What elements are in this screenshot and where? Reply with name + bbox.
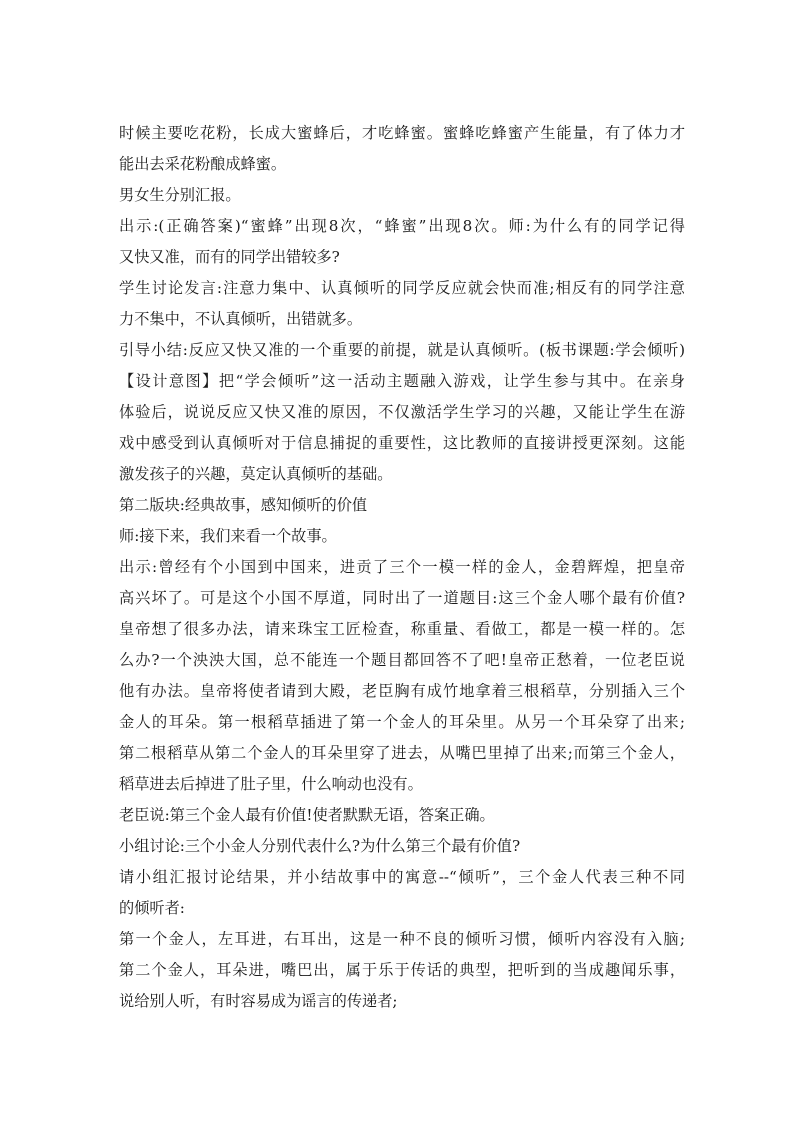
text-line-3: 男女生分别汇报。 <box>119 186 241 204</box>
text-line-6: 学生讨论发言:注意力集中、认真倾听的同学反应就会快而准;相反有的同学注意 <box>119 279 685 297</box>
document-body <box>119 118 685 1017</box>
text-line-25: 请小组汇报讨论结果，并小结故事中的寓意--“倾听”，三个金人代表三种不同 <box>119 868 685 886</box>
text-line-15: 出示:曾经有个小国到中国来，进贡了三个一模一样的金人，金碧辉煌，把皇帝 <box>119 558 685 576</box>
text-line-17: 皇帝想了很多办法，请来珠宝工匠检查，称重量、看做工，都是一模一样的。怎 <box>119 620 685 638</box>
text-line-27: 第一个金人，左耳进，右耳出，这是一种不良的倾听习惯，倾听内容没有入脑; <box>119 930 685 948</box>
text-line-4: 出示:(正确答案)“蜜蜂”出现8次，“蜂蜜”出现8次。师:为什么有的同学记得 <box>119 217 685 235</box>
text-line-5: 又快又准，而有的同学出错较多? <box>119 248 340 266</box>
text-line-14: 师:接下来，我们来看一个故事。 <box>119 527 337 545</box>
text-line-26: 的倾听者: <box>119 899 185 917</box>
text-line-12: 激发孩子的兴趣，莫定认真倾听的基础。 <box>119 465 393 483</box>
text-line-8: 引导小结:反应又快又准的一个重要的前提，就是认真倾听。(板书课题:学会倾听) <box>119 341 685 359</box>
text-line-24: 小组讨论:三个小金人分别代表什么?为什么第三个最有价值? <box>119 837 521 855</box>
text-line-2: 能出去采花粉酿成蜂蜜。 <box>119 155 287 173</box>
text-line-7: 力不集中，不认真倾听，出错就多。 <box>119 310 362 328</box>
text-line-20: 金人的耳朵。第一根稻草插进了第一个金人的耳朵里。从另一个耳朵穿了出来; <box>119 713 685 731</box>
text-line-23: 老臣说:第三个金人最有价值!使者默默无语，答案正确。 <box>119 806 495 824</box>
text-line-18: 么办?一个泱泱大国，总不能连一个题目都回答不了吧!皇帝正愁着，一位老臣说 <box>119 651 685 669</box>
text-line-28: 第二个金人，耳朵进，嘴巴出，属于乐于传话的典型，把听到的当成趣闻乐事， <box>119 961 685 979</box>
text-line-1: 时候主要吃花粉，长成大蜜蜂后，才吃蜂蜜。蜜蜂吃蜂蜜产生能量，有了体力才 <box>119 124 685 142</box>
text-line-29: 说给别人听，有时容易成为谣言的传递者; <box>119 992 398 1010</box>
text-line-13: 第二版块:经典故事，感知倾听的价值 <box>119 496 368 514</box>
text-line-11: 戏中感受到认真倾听对于信息捕捉的重要性，这比教师的直接讲授更深刻。这能 <box>119 434 685 452</box>
text-line-10: 体验后，说说反应又快又准的原因，不仅激活学生学习的兴趣，又能让学生在游 <box>119 403 685 421</box>
text-line-22: 稻草进去后掉进了肚子里，什么响动也没有。 <box>119 775 423 793</box>
text-line-9: 【设计意图】把“学会倾听”这一活动主题融入游戏，让学生参与其中。在亲身 <box>119 372 685 390</box>
text-line-21: 第二根稻草从第二个金人的耳朵里穿了进去，从嘴巴里掉了出来;而第三个金人， <box>119 744 685 762</box>
text-line-16: 高兴坏了。可是这个小国不厚道，同时出了一道题目:这三个金人哪个最有价值? <box>119 589 685 607</box>
text-line-19: 他有办法。皇帝将使者请到大殿，老臣胸有成竹地拿着三根稻草，分别插入三个 <box>119 682 685 700</box>
